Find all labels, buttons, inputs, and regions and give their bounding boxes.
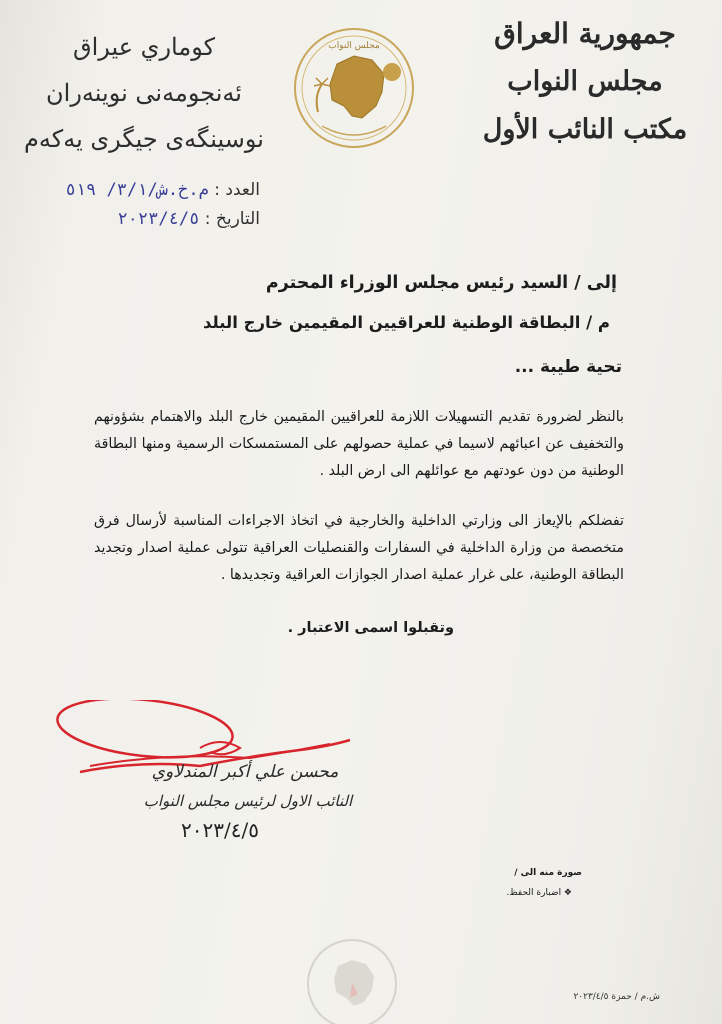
- number-label: العدد :: [214, 180, 260, 200]
- emblem-text: مجلس النواب: [328, 41, 380, 51]
- subject-line: م / البطاقة الوطنية للعراقيين المقيمين خارج البلد: [203, 313, 610, 332]
- footer-reference: ش.م / حمزة ٢٠٢٣/٤/٥: [573, 992, 660, 1002]
- signature-date: ٢٠٢٣/٤/٥: [181, 818, 259, 842]
- header-kurdish-line-3: نوسينگه‌ى جيگرى يه‌كه‌م: [24, 125, 264, 153]
- reference-number: [30, 180, 260, 200]
- number-value: م.خ.ش/٣/١/ ٥١٩: [65, 180, 209, 200]
- header-kurdish: [24, 24, 264, 162]
- signatory-name: محسن علي أكبر المندلاوي: [151, 762, 339, 782]
- header-arabic: [470, 10, 700, 154]
- copy-to-item: ❖ اضبارة الحفظ.: [506, 888, 572, 898]
- date-value: ٢٠٢٣/٤/٥: [117, 209, 200, 229]
- reference-date: [30, 209, 260, 229]
- header-arabic-line-1: جمهورية العراق: [494, 17, 676, 50]
- header-arabic-line-3: مكتب النائب الأول: [482, 114, 688, 145]
- watermark-emblem-icon: [300, 932, 405, 1024]
- header-arabic-line-2: مجلس النواب: [507, 66, 663, 97]
- copy-to-label: صورة منه الى /: [514, 868, 582, 878]
- header-kurdish-line-2: ئه‌نجومه‌نی نوینه‌ران: [46, 79, 242, 107]
- recipient-line: إلى / السيد رئيس مجلس الوزراء المحترم: [265, 273, 617, 293]
- header-kurdish-line-1: كوماري عيراق: [72, 33, 216, 61]
- body-paragraph-1: بالنظر لضرورة تقديم التسهيلات اللازمة للعراقيين المقيمين خارج البلد والاهتمام بشؤونهم والتخفيف عن اعبائهم لاسيما في عملية حصولهم على المستمسكات الرسمية ومنها البطاقة الوطنية من دون عودتهم مع عوائلهم الى ارض البلد .: [94, 409, 624, 479]
- parliament-emblem-icon: [292, 26, 416, 150]
- closing-line: وتقبلوا اسمى الاعتبار .: [287, 620, 454, 636]
- body-paragraph-2: تفضلكم بالإيعاز الى وزارتي الداخلية والخارجية في اتخاذ الاجراءات المناسبة لأرسال فرق متخصصة من وزارة الداخلية في السفارات والقنصليات العراقية تتولى عملية اصدار وتجديد البطاقة الوطنية، على غرار عملية اصدار الجوازات العراقية وتجديدها .: [94, 513, 624, 583]
- date-label: التاريخ :: [204, 209, 260, 229]
- signatory-title: النائب الاول لرئيس مجلس النواب: [143, 792, 353, 810]
- greeting: تحية طيبة ...: [514, 357, 622, 377]
